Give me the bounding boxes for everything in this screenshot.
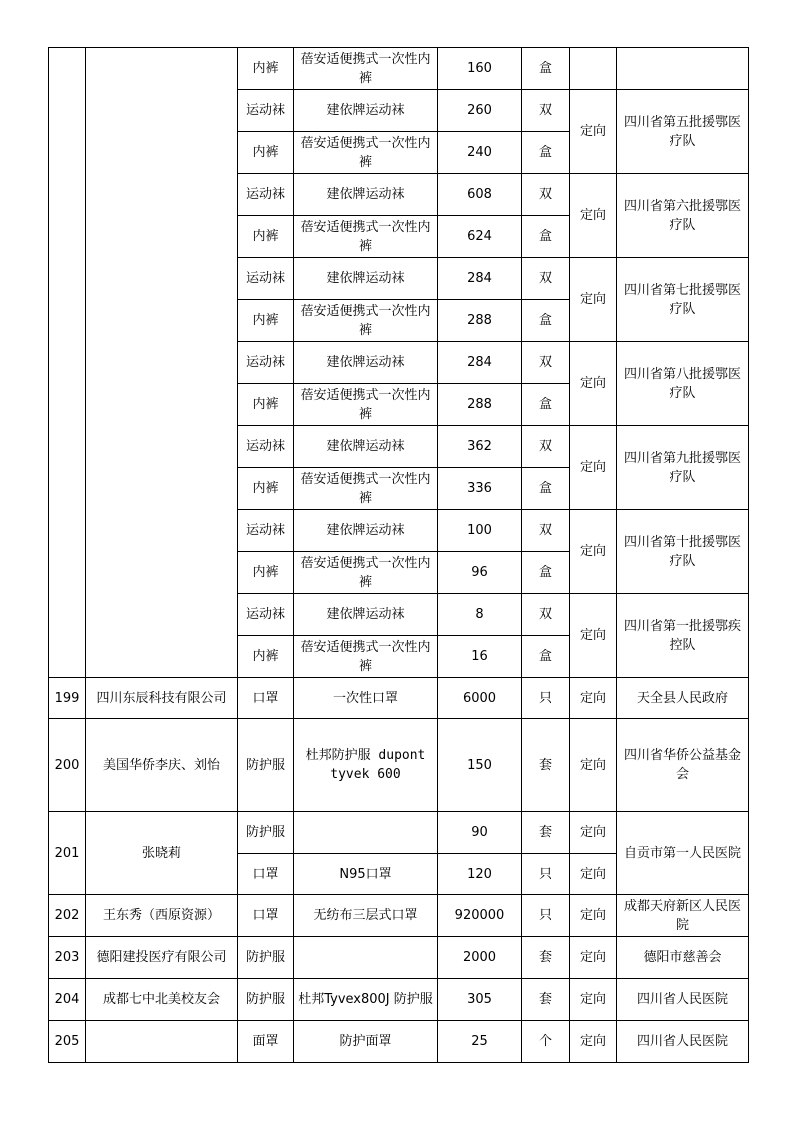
recipient: 四川省第九批援鄂医疗队 xyxy=(617,426,749,510)
item-quantity: 25 xyxy=(438,1021,522,1063)
item-name: 蓓安适便携式一次性内裤 xyxy=(294,384,438,426)
item-name: 蓓安适便携式一次性内裤 xyxy=(294,216,438,258)
item-quantity: 120 xyxy=(438,854,522,895)
donor-name: 四川东辰科技有限公司 xyxy=(86,678,238,719)
item-quantity: 288 xyxy=(438,300,522,342)
item-name: 蓓安适便携式一次性内裤 xyxy=(294,468,438,510)
donor-name xyxy=(86,1021,238,1063)
item-name: 杜邦防护服 dupont tyvek 600 xyxy=(294,719,438,812)
table-row xyxy=(49,937,749,979)
item-category: 内裤 xyxy=(238,384,294,426)
item-category: 内裤 xyxy=(238,216,294,258)
item-quantity: 100 xyxy=(438,510,522,552)
item-name: 蓓安适便携式一次性内裤 xyxy=(294,300,438,342)
row-number: 200 xyxy=(49,719,86,812)
item-name: N95口罩 xyxy=(294,854,438,895)
donor-name: 德阳建投医疗有限公司 xyxy=(86,937,238,979)
recipient: 四川省人民医院 xyxy=(617,979,749,1021)
item-category: 防护服 xyxy=(238,812,294,854)
recipient: 四川省第十批援鄂医疗队 xyxy=(617,510,749,594)
item-unit: 盒 xyxy=(522,468,570,510)
recipient: 德阳市慈善会 xyxy=(617,937,749,979)
donation-table xyxy=(48,47,749,1063)
recipient: 四川省第八批援鄂医疗队 xyxy=(617,342,749,426)
item-unit: 套 xyxy=(522,719,570,812)
item-quantity: 160 xyxy=(438,48,522,90)
donation-mode: 定向 xyxy=(570,1021,617,1063)
item-category: 运动袜 xyxy=(238,342,294,384)
item-name: 建依牌运动袜 xyxy=(294,342,438,384)
row-number: 204 xyxy=(49,979,86,1021)
item-quantity: 96 xyxy=(438,552,522,594)
donation-mode: 定向 xyxy=(570,895,617,937)
row-number: 201 xyxy=(49,812,86,895)
item-unit: 套 xyxy=(522,979,570,1021)
donor-name: 王东秀（西原资源） xyxy=(86,895,238,937)
row-number: 203 xyxy=(49,937,86,979)
item-unit: 双 xyxy=(522,510,570,552)
donation-mode: 定向 xyxy=(570,510,617,594)
item-category: 运动袜 xyxy=(238,426,294,468)
recipient: 四川省第七批援鄂医疗队 xyxy=(617,258,749,342)
item-name: 防护面罩 xyxy=(294,1021,438,1063)
item-name: 建依牌运动袜 xyxy=(294,258,438,300)
recipient: 四川省第一批援鄂疾控队 xyxy=(617,594,749,678)
item-name xyxy=(294,812,438,854)
item-name: 蓓安适便携式一次性内裤 xyxy=(294,132,438,174)
item-unit: 盒 xyxy=(522,636,570,678)
row-number xyxy=(49,48,86,678)
donation-mode: 定向 xyxy=(570,594,617,678)
item-quantity: 284 xyxy=(438,342,522,384)
item-quantity: 2000 xyxy=(438,937,522,979)
item-quantity: 336 xyxy=(438,468,522,510)
recipient xyxy=(617,48,749,90)
item-name: 建依牌运动袜 xyxy=(294,426,438,468)
donation-mode: 定向 xyxy=(570,678,617,719)
donor-name: 美国华侨李庆、刘怡 xyxy=(86,719,238,812)
row-number: 202 xyxy=(49,895,86,937)
item-unit: 只 xyxy=(522,678,570,719)
item-name: 一次性口罩 xyxy=(294,678,438,719)
item-quantity: 240 xyxy=(438,132,522,174)
item-category: 内裤 xyxy=(238,636,294,678)
item-category: 运动袜 xyxy=(238,90,294,132)
item-quantity: 150 xyxy=(438,719,522,812)
table-row xyxy=(49,979,749,1021)
item-unit: 双 xyxy=(522,594,570,636)
item-category: 口罩 xyxy=(238,895,294,937)
row-number: 205 xyxy=(49,1021,86,1063)
table-row xyxy=(49,678,749,719)
item-unit: 双 xyxy=(522,342,570,384)
item-name: 杜邦Tyvex800J 防护服 xyxy=(294,979,438,1021)
item-category: 面罩 xyxy=(238,1021,294,1063)
item-unit: 个 xyxy=(522,1021,570,1063)
item-name: 建依牌运动袜 xyxy=(294,174,438,216)
table-row xyxy=(49,48,749,90)
donation-mode: 定向 xyxy=(570,426,617,510)
item-category: 防护服 xyxy=(238,979,294,1021)
donor-name xyxy=(86,48,238,678)
item-category: 口罩 xyxy=(238,678,294,719)
item-unit: 双 xyxy=(522,90,570,132)
recipient: 天全县人民政府 xyxy=(617,678,749,719)
donation-mode: 定向 xyxy=(570,854,617,895)
donation-mode: 定向 xyxy=(570,979,617,1021)
item-name: 蓓安适便携式一次性内裤 xyxy=(294,636,438,678)
donation-mode: 定向 xyxy=(570,812,617,854)
item-quantity: 608 xyxy=(438,174,522,216)
table-row xyxy=(49,719,749,812)
item-name: 蓓安适便携式一次性内裤 xyxy=(294,552,438,594)
table-row xyxy=(49,1021,749,1063)
donor-name: 成都七中北美校友会 xyxy=(86,979,238,1021)
recipient: 自贡市第一人民医院 xyxy=(617,812,749,895)
item-unit: 套 xyxy=(522,812,570,854)
item-name: 建依牌运动袜 xyxy=(294,594,438,636)
table-row xyxy=(49,812,749,854)
item-unit: 双 xyxy=(522,174,570,216)
item-unit: 盒 xyxy=(522,384,570,426)
recipient: 成都天府新区人民医院 xyxy=(617,895,749,937)
table-row xyxy=(49,895,749,937)
item-category: 防护服 xyxy=(238,937,294,979)
item-category: 运动袜 xyxy=(238,174,294,216)
donor-name: 张晓莉 xyxy=(86,812,238,895)
item-category: 运动袜 xyxy=(238,594,294,636)
item-quantity: 624 xyxy=(438,216,522,258)
item-unit: 只 xyxy=(522,895,570,937)
item-quantity: 284 xyxy=(438,258,522,300)
item-category: 内裤 xyxy=(238,132,294,174)
recipient: 四川省华侨公益基金会 xyxy=(617,719,749,812)
item-quantity: 288 xyxy=(438,384,522,426)
item-category: 防护服 xyxy=(238,719,294,812)
item-unit: 盒 xyxy=(522,132,570,174)
item-category: 内裤 xyxy=(238,468,294,510)
item-category: 运动袜 xyxy=(238,258,294,300)
item-quantity: 362 xyxy=(438,426,522,468)
item-quantity: 305 xyxy=(438,979,522,1021)
item-category: 内裤 xyxy=(238,300,294,342)
donation-mode: 定向 xyxy=(570,937,617,979)
row-number: 199 xyxy=(49,678,86,719)
item-unit: 盒 xyxy=(522,216,570,258)
item-name: 蓓安适便携式一次性内裤 xyxy=(294,48,438,90)
item-unit: 双 xyxy=(522,426,570,468)
donation-mode: 定向 xyxy=(570,342,617,426)
donation-mode: 定向 xyxy=(570,174,617,258)
item-category: 运动袜 xyxy=(238,510,294,552)
item-unit: 盒 xyxy=(522,300,570,342)
item-unit: 只 xyxy=(522,854,570,895)
donation-mode xyxy=(570,48,617,90)
item-name: 无纺布三层式口罩 xyxy=(294,895,438,937)
item-unit: 双 xyxy=(522,258,570,300)
recipient: 四川省第六批援鄂医疗队 xyxy=(617,174,749,258)
item-quantity: 8 xyxy=(438,594,522,636)
item-name: 建依牌运动袜 xyxy=(294,510,438,552)
item-name xyxy=(294,937,438,979)
item-unit: 盒 xyxy=(522,552,570,594)
item-quantity: 90 xyxy=(438,812,522,854)
item-category: 内裤 xyxy=(238,552,294,594)
donation-mode: 定向 xyxy=(570,90,617,174)
item-quantity: 16 xyxy=(438,636,522,678)
donation-mode: 定向 xyxy=(570,258,617,342)
item-quantity: 920000 xyxy=(438,895,522,937)
item-name: 建依牌运动袜 xyxy=(294,90,438,132)
item-quantity: 6000 xyxy=(438,678,522,719)
recipient: 四川省第五批援鄂医疗队 xyxy=(617,90,749,174)
item-unit: 套 xyxy=(522,937,570,979)
donation-mode: 定向 xyxy=(570,719,617,812)
item-category: 口罩 xyxy=(238,854,294,895)
recipient: 四川省人民医院 xyxy=(617,1021,749,1063)
item-quantity: 260 xyxy=(438,90,522,132)
item-unit: 盒 xyxy=(522,48,570,90)
item-category: 内裤 xyxy=(238,48,294,90)
